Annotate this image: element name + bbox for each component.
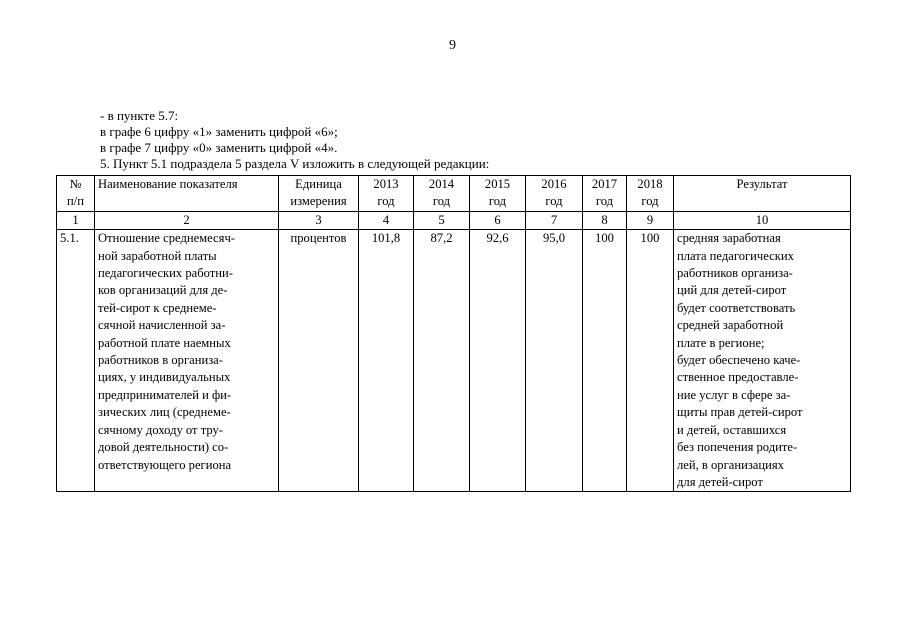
value-2015: 92,6	[470, 230, 526, 492]
intro-line: в графе 7 цифру «0» заменить цифрой «4».	[100, 140, 338, 155]
column-number: 8	[583, 211, 627, 229]
intro-line: в графе 6 цифру «1» заменить цифрой «6»;	[100, 124, 338, 139]
value-2017: 100	[583, 230, 627, 492]
value-2013: 101,8	[359, 230, 414, 492]
result-text: средняя заработная плата педагогических работников организа- ций для детей-сирот будет соответствовать средней заработной плате в регионе; будет обеспечено каче- ственное предоставле- ние услуг в сфере за- щиты прав детей-сирот и детей, оставшихся без попечения родите- лей, в организациях для детей-сирот	[674, 230, 851, 492]
value-2018: 100	[627, 230, 674, 492]
header-cell-unit: Единица измерения	[279, 176, 359, 212]
header-cell-2016: 2016 год	[526, 176, 583, 212]
intro-line: - в пункте 5.7:	[100, 108, 179, 123]
indicator-table	[56, 175, 851, 492]
intro-text	[100, 108, 489, 172]
header-cell-indicator-name: Наименование показателя	[95, 176, 279, 212]
header-cell-2018: 2018 год	[627, 176, 674, 212]
header-cell-result: Результат	[674, 176, 851, 212]
column-number: 6	[470, 211, 526, 229]
header-cell-2013: 2013 год	[359, 176, 414, 212]
column-number: 10	[674, 211, 851, 229]
header-row	[57, 176, 851, 212]
intro-line: 5. Пункт 5.1 подраздела 5 раздела V изложить в следующей редакции:	[100, 156, 490, 171]
header-cell-2014: 2014 год	[414, 176, 470, 212]
row-number: 5.1.	[57, 230, 95, 492]
column-number: 2	[95, 211, 279, 229]
column-number: 4	[359, 211, 414, 229]
indicator-name: Отношение среднемесяч- ной заработной платы педагогических работни- ков организаций для де- тей-сирот к среднеме- сячной начисленной за- работной плате наемных работников в организа- циях, у индивидуальных предпринимателей и фи- зических лиц (среднеме- сячному доходу от тру- довой деятельности) со- ответствующего региона	[95, 230, 279, 492]
column-number: 9	[627, 211, 674, 229]
column-number-row	[57, 211, 851, 229]
column-number: 1	[57, 211, 95, 229]
header-cell-number: № п/п	[57, 176, 95, 212]
unit-value: процентов	[279, 230, 359, 492]
table-row	[57, 230, 851, 492]
value-2014: 87,2	[414, 230, 470, 492]
header-cell-2015: 2015 год	[470, 176, 526, 212]
header-cell-2017: 2017 год	[583, 176, 627, 212]
column-number: 3	[279, 211, 359, 229]
column-number: 5	[414, 211, 470, 229]
value-2016: 95,0	[526, 230, 583, 492]
page-number: 9	[449, 38, 456, 53]
column-number: 7	[526, 211, 583, 229]
